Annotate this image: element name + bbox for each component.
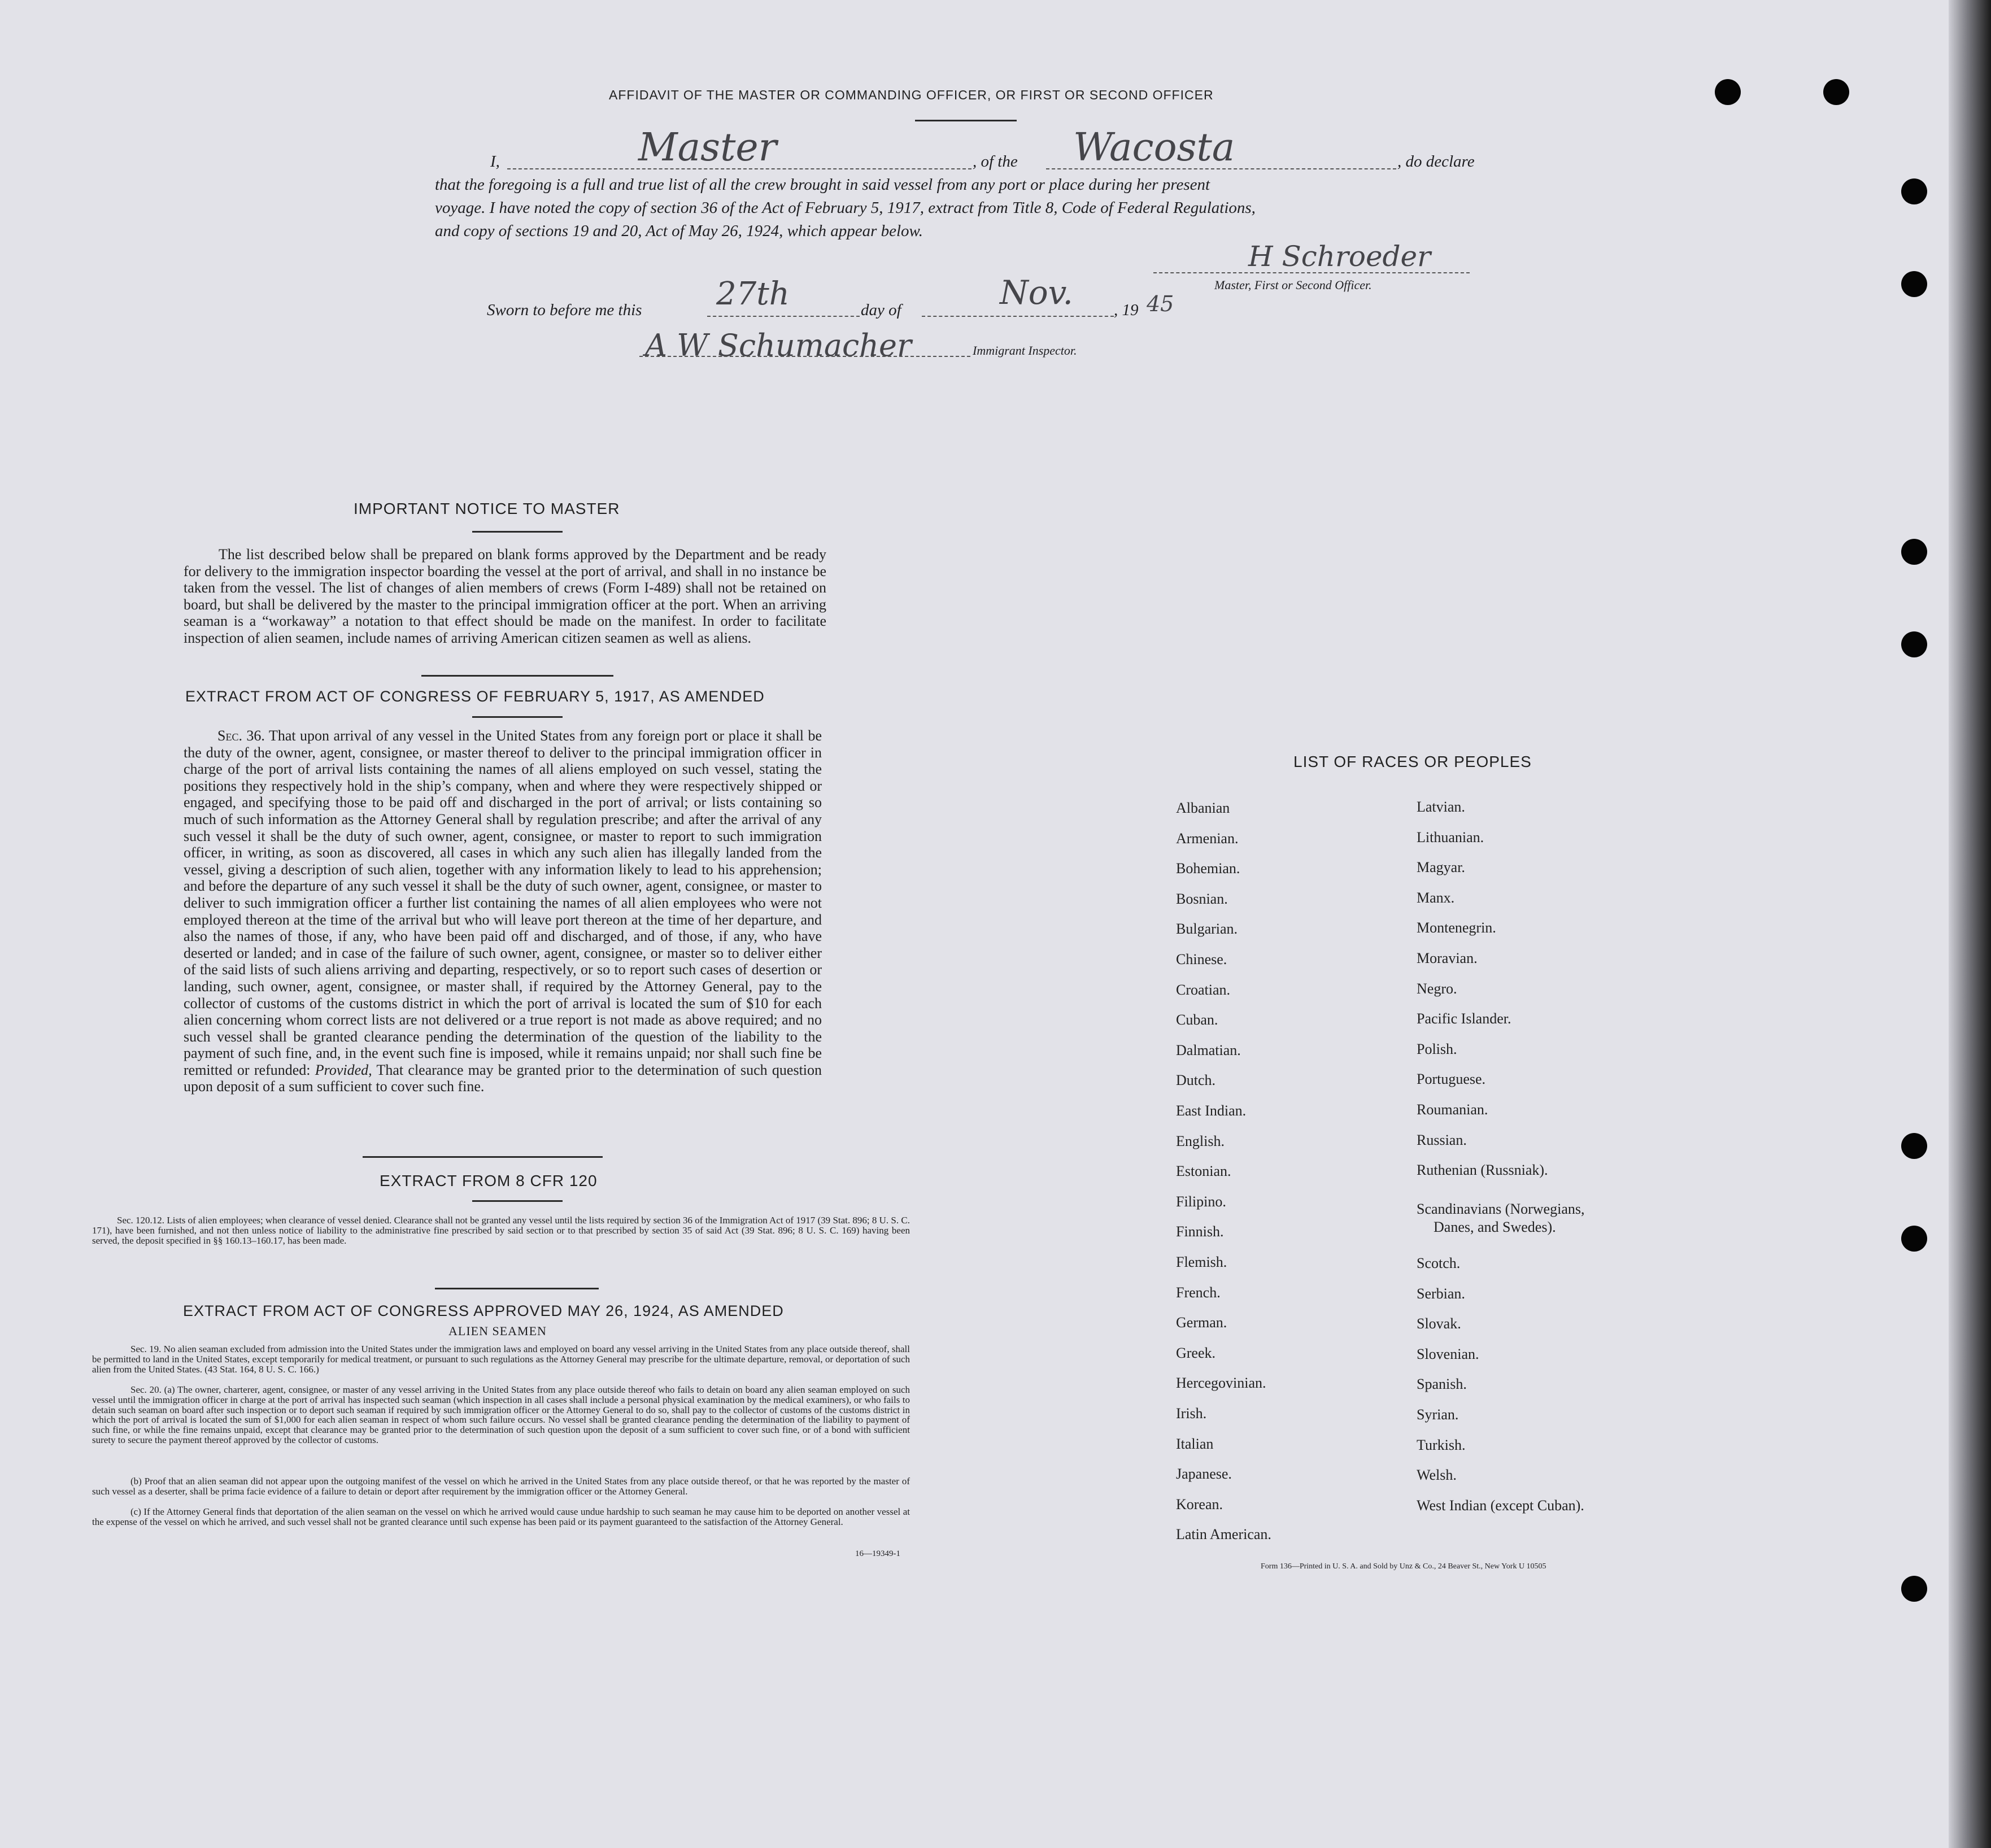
affidavit-vessel-value: Wacosta [1073, 125, 1235, 170]
race-item: Bohemian. [1176, 860, 1240, 877]
race-item: Ruthenian (Russniak). [1417, 1162, 1548, 1179]
race-item: Manx. [1417, 889, 1455, 906]
notice-text: The list described below shall be prepared on blank forms approved by the Department and be ready for delivery to the immigration inspector boarding the vessel at the port of arrival, and shall in no instance be taken from the vessel. The list of changes of alien members of crews (Form I-489) shall not be retained on board, but shall be delivered by the master to the principal immigration officer at the port. When an arriving seaman is a “workaway” a notation to that effect should be made on the manifest. In order to facilitate inspection of alien seamen, include names of arriving American citizen seamen as well as aliens. [184, 546, 826, 646]
race-item: German. [1176, 1314, 1227, 1331]
extract-1924-heading: EXTRACT FROM ACT OF CONGRESS APPROVED MAY 26, 1924, AS AMENDED [183, 1302, 784, 1319]
race-item: Japanese. [1176, 1466, 1232, 1483]
race-item: Polish. [1417, 1040, 1457, 1057]
extract-1917-text [184, 727, 822, 1095]
notice-end-rule [421, 675, 613, 677]
sworn-label: Sworn to before me this [487, 301, 642, 319]
punch-hole [1901, 271, 1927, 297]
punch-hole [1901, 631, 1927, 657]
affidavit-of-the-label: , of the [973, 152, 1018, 171]
punch-hole [1901, 1226, 1927, 1252]
race-item: Croatian. [1176, 981, 1231, 998]
sec-36-text: That upon arrival of any vessel in the United States from any foreign port or place it shall be the duty of the owner, agent, consignee, or master thereof to deliver to the principal immigration officer in charge of the port of arrival lists containing the names of all aliens employed on such vessel, stating the positions they respectively hold in the ship’s company, when and where they were respectively shipped or engaged, and specifying those to be paid off and discharged in the port of arrival; or lists containing so much of such information as the Attorney General shall by regulation prescribe; and after the arrival of any such vessel it shall be the duty of such owner, agent, consignee, or master to report to such immigration officer, in writing, as soon as discovered, all cases in which any such alien has illegally landed from the vessel, giving a description of such alien, together with any information likely to lead to his apprehension; and before the departure of any such vessel it shall be the duty of such owner, agent, consignee, or master to deliver to such immigration officer a further list containing the names of all alien employees who were not employed thereon at the time of the arrival but who will leave port thereon at the time of her departure, and also the names of those, if any, who have been paid off and discharged, and of those, if any, who have deserted or landed; and in case of the failure of such owner, agent, consignee, or master so to deliver either of the said lists of such aliens arriving and departing, respectively, or so to report such cases of desertion or landing, such owner, agent, consignee, or master shall, if required by the Attorney General, pay to the collector of customs of the customs district in which the port of arrival is located the sum of $10 for each alien concerning whom correct lists are not delivered or a true report is not made as above required; and no such vessel shall be granted clearance pending the determination of the question of the liability to the payment of such fine, and, in the event such fine is imposed, while it remains unpaid; nor shall such fine be remitted or refunded: [184, 727, 822, 1078]
race-item: Negro. [1417, 980, 1457, 997]
race-item: Bosnian. [1176, 890, 1228, 907]
extract-1917-heading-rule [472, 716, 563, 718]
race-item: Cuban. [1176, 1012, 1218, 1028]
race-item: Filipino. [1176, 1193, 1226, 1210]
sec-20b-text: (b) Proof that an alien seaman did not appear upon the outgoing manifest of the vessel on which he arrived in the United States from any place outside thereof, or that he was reported by the master of such vessel as a deserter, shall be prima facie evidence of a failure to detain or deport after requirement by the immigration officer or the Attorney General. [92, 1476, 910, 1497]
race-item: Slovenian. [1417, 1345, 1479, 1362]
print-code: 16—19349-1 [855, 1549, 900, 1558]
punch-hole [1715, 79, 1741, 105]
form-footer: Form 136—Printed in U. S. A. and Sold by Unz & Co., 24 Beaver St., New York U 10505 [1261, 1562, 1546, 1571]
race-item: Estonian. [1176, 1163, 1231, 1180]
extract-1917-end-rule [363, 1156, 603, 1158]
race-item: Magyar. [1417, 859, 1465, 876]
race-item: Spanish. [1417, 1376, 1467, 1393]
race-item: Hercegovinian. [1176, 1375, 1266, 1392]
cfr-heading: EXTRACT FROM 8 CFR 120 [380, 1172, 598, 1189]
affidavit-heading: AFFIDAVIT OF THE MASTER OR COMMANDING OFFICER, OR FIRST OR SECOND OFFICER [609, 88, 1214, 102]
race-item: Bulgarian. [1176, 921, 1238, 938]
cfr-end-rule [435, 1288, 599, 1289]
master-signature-line [1153, 259, 1470, 273]
punch-hole [1901, 1133, 1927, 1159]
master-signature: H Schroeder [1248, 240, 1431, 273]
cfr-text: Sec. 120.12. Lists of alien employees; when clearance of vessel denied. Clearance shall not be granted any vessel until the lists required by section 36 of the Immigration Act of 1917 (39 Stat. 896; 8 U. S. C. 171), have been furnished, and not then unless notice of liability to the administrative fine prescribed by said section or to that prescribed by section 35 of said Act (39 Stat. 896; 8 U. S. C. 169) having been served, the deposit specified in §§ 160.13–160.17, has been made. [92, 1215, 910, 1246]
sec-20c-text: (c) If the Attorney General finds that deportation of the alien seaman on the vessel on which he arrived would cause undue hardship to such seaman he may cause him to be deported on another vessel at the expense of the vessel on which he arrived, and such vessel shall not be granted clearance until such expense has been paid or its payment guaranteed to the satisfaction of the Attorney General. [92, 1506, 910, 1527]
race-item: Scandinavians (Norwegians, [1417, 1201, 1585, 1217]
race-item: Pacific Islander. [1417, 1010, 1511, 1027]
race-item: Syrian. [1417, 1406, 1459, 1423]
sec-36-text-end: That clearance may be granted prior to the determination of such question upon deposit of a sum sufficient to cover such fine. [184, 1061, 822, 1095]
sheet-edge-shadow [1949, 0, 1991, 1848]
races-heading: LIST OF RACES OR PEOPLES [1293, 753, 1532, 770]
punch-hole [1823, 79, 1849, 105]
extract-1917-heading: EXTRACT FROM ACT OF CONGRESS OF FEBRUARY 5, 1917, AS AMENDED [185, 688, 765, 705]
cfr-heading-rule [472, 1200, 563, 1202]
inspector-signature: A W Schumacher [645, 328, 912, 363]
race-item: English. [1176, 1132, 1225, 1149]
punch-hole [1901, 1576, 1927, 1602]
race-item: Chinese. [1176, 951, 1227, 967]
inspector-caption: Immigrant Inspector. [973, 343, 1077, 358]
notice-heading: IMPORTANT NOTICE TO MASTER [354, 500, 620, 517]
race-item: Danes, and Swedes). [1434, 1219, 1556, 1235]
race-item: Serbian. [1417, 1285, 1465, 1302]
race-item: Irish. [1176, 1405, 1207, 1422]
race-item: Scotch. [1417, 1255, 1461, 1271]
race-item: Slovak. [1417, 1315, 1461, 1332]
race-item: Russian. [1417, 1131, 1467, 1148]
sworn-day-of-label: day of [861, 301, 901, 319]
sec-36-provided: Provided, [315, 1061, 372, 1078]
race-item: Turkish. [1417, 1436, 1466, 1453]
race-item: Moravian. [1417, 950, 1478, 966]
race-item: Flemish. [1176, 1254, 1227, 1270]
affidavit-i-label: I, [490, 152, 500, 171]
race-item: Latvian. [1417, 799, 1465, 815]
sec-36-label: Sec. 36. [217, 727, 265, 744]
race-item: Albanian [1176, 800, 1230, 816]
race-item: French. [1176, 1284, 1221, 1301]
affidavit-text-line3: and copy of sections 19 and 20, Act of May 26, 1924, which appear below. [435, 222, 923, 240]
race-item: Lithuanian. [1417, 829, 1484, 845]
punch-hole [1901, 178, 1927, 204]
race-item: Korean. [1176, 1496, 1223, 1513]
race-item: Roumanian. [1417, 1101, 1488, 1118]
master-signature-caption: Master, First or Second Officer. [1214, 278, 1372, 292]
affidavit-do-declare: , do declare [1397, 152, 1475, 171]
race-item: Welsh. [1417, 1467, 1457, 1484]
sec-19-text: Sec. 19. No alien seaman excluded from admission into the United States under the immigration laws and employed on board any vessel arriving in the United States from any place outside thereof, shall be permitted to land in the United States, except temporarily for medical treatment, or pursuant to such regulations as the Attorney General may prescribe for the ultimate departure, removal, or deportation of such alien from the United States. (43 Stat. 164, 8 U. S. C. 166.) [92, 1344, 910, 1375]
inspector-signature-line [639, 342, 970, 357]
race-item: Greek. [1176, 1344, 1216, 1361]
affidavit-text-line1: that the foregoing is a full and true list of all the crew brought in said vessel from any port or place during her present [435, 176, 1210, 194]
sworn-year-prefix: , 19 [1114, 301, 1139, 319]
race-item: Montenegrin. [1417, 919, 1496, 936]
sworn-day-value: 27th [716, 276, 790, 312]
punch-hole [1901, 539, 1927, 565]
sworn-month-value: Nov. [1000, 273, 1073, 312]
race-item: Dalmatian. [1176, 1041, 1241, 1058]
race-item: West Indian (except Cuban). [1417, 1497, 1584, 1514]
affidavit-name-value: Master [638, 125, 777, 170]
race-item: Dutch. [1176, 1072, 1216, 1089]
sworn-year-value: 45 [1147, 291, 1174, 316]
notice-heading-rule [472, 531, 563, 533]
race-item: Portuguese. [1417, 1071, 1486, 1088]
alien-seamen-subheading: ALIEN SEAMEN [448, 1324, 547, 1338]
race-item: Armenian. [1176, 830, 1239, 847]
race-item: East Indian. [1176, 1102, 1247, 1119]
sec-20a-text: Sec. 20. (a) The owner, charterer, agent, consignee, or master of any vessel arriving in the United States from any place outside thereof who fails to detain on board any alien seaman employed on such vessel until the immigration officer in charge at the port of arrival has inspected such seaman (which inspection in all cases shall include a personal physical examination by the medical examiners), or who fails to detain such seaman on board after such inspection or to deport such seaman if required by such immigration officer or the Attorney General to do so, shall pay to the collector of customs of the customs district in which the port of arrival is located the sum of $1,000 for each alien seaman in respect of whom such failure occurs. No vessel shall be granted clearance pending the determination of the liability to payment of such fine, or while the fine remains unpaid, except that clearance may be granted prior to the determination of such question upon the deposit of a sum sufficient to cover such fine, or of a bond with sufficient surety to secure the payment thereof approved by the collector of customs. [92, 1384, 910, 1445]
race-item: Italian [1176, 1435, 1214, 1452]
race-item: Finnish. [1176, 1223, 1224, 1240]
race-item: Latin American. [1176, 1526, 1271, 1542]
affidavit-heading-rule [915, 120, 1017, 121]
affidavit-text-line2: voyage. I have noted the copy of section 36 of the Act of February 5, 1917, extract from Title 8, Code of Federal Regulations, [435, 199, 1256, 217]
